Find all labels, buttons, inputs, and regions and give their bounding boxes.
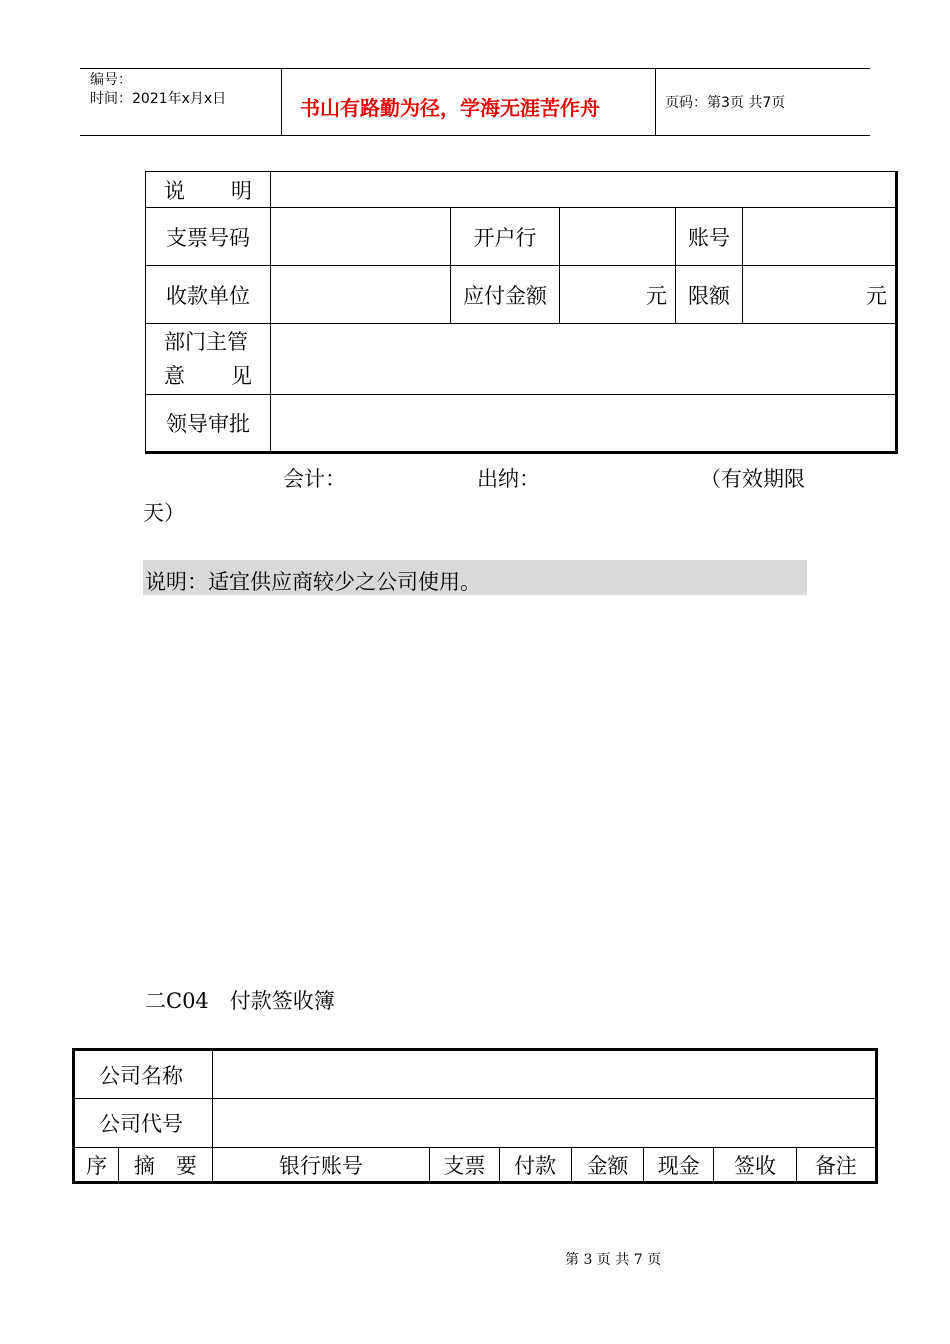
header-time-label: 时间：2021年x月x日 [90, 91, 227, 107]
col-header-remarks: 备注 [796, 1148, 876, 1183]
company-name-row [74, 1050, 877, 1099]
leader-approval-field[interactable] [271, 395, 897, 453]
company-code-row [74, 1099, 877, 1148]
col-header-amount: 金额 [571, 1148, 643, 1183]
col-header-cheque: 支票 [430, 1148, 499, 1183]
payee-label: 收款单位 [146, 266, 271, 324]
company-name-field[interactable] [212, 1050, 877, 1099]
account-label: 账号 [676, 208, 743, 266]
col-header-summary: 摘 要 [119, 1148, 212, 1183]
company-name-label: 公司名称 [74, 1050, 213, 1099]
validity-end-label: 天） [143, 501, 185, 525]
header-top-rule [80, 68, 870, 69]
col-header-cash: 现金 [644, 1148, 714, 1183]
bank-label: 开户行 [451, 208, 560, 266]
col-header-signature: 签收 [714, 1148, 796, 1183]
dept-opinion-field[interactable] [271, 324, 897, 395]
company-code-field[interactable] [212, 1099, 877, 1148]
company-code-label: 公司代号 [74, 1099, 213, 1148]
header-divider-left [281, 68, 282, 136]
col-header-payment: 付款 [499, 1148, 571, 1183]
amount-payable-field[interactable]: 元 [560, 266, 676, 324]
cashier-label: 出纳： [477, 467, 540, 491]
header-motto: 书山有路勤为径，学海无涯苦作舟 [300, 96, 600, 120]
column-header-row [74, 1148, 877, 1183]
form-row-cheque [146, 208, 897, 266]
form-row-payee [146, 266, 897, 324]
bank-field[interactable] [560, 208, 676, 266]
amount-payable-label: 应付金额 [451, 266, 560, 324]
header-number-label: 编号： [90, 72, 132, 88]
accountant-label: 会计： [283, 467, 346, 491]
form-row-dept-opinion [146, 324, 897, 395]
header-page-info: 页码：第3页 共7页 [665, 95, 786, 111]
page-footer: 第 3 页 共 7 页 [565, 1252, 662, 1268]
dept-opinion-label: 部门主管 意 见 [146, 324, 271, 395]
cheque-number-label: 支票号码 [146, 208, 271, 266]
account-field[interactable] [743, 208, 897, 266]
form-row-leader-approval [146, 395, 897, 453]
limit-label: 限额 [676, 266, 743, 324]
description-field[interactable] [271, 172, 897, 208]
payee-field[interactable] [271, 266, 451, 324]
col-header-seq: 序 [74, 1148, 119, 1183]
limit-field[interactable]: 元 [743, 266, 897, 324]
cheque-number-field[interactable] [271, 208, 451, 266]
note-text: 说明：适宜供应商较少之公司使用。 [145, 570, 481, 594]
payment-request-form [145, 171, 898, 454]
validity-label: （有效期限 [700, 467, 805, 491]
leader-approval-label: 领导审批 [146, 395, 271, 453]
col-header-bank-account: 银行账号 [212, 1148, 430, 1183]
header-divider-right [655, 68, 656, 136]
header-bottom-rule [80, 135, 870, 136]
payment-signoff-book [72, 1048, 878, 1184]
form-row-description [146, 172, 897, 208]
section-title: 二C04 付款签收簿 [145, 989, 335, 1013]
description-label: 说 明 [146, 172, 271, 208]
